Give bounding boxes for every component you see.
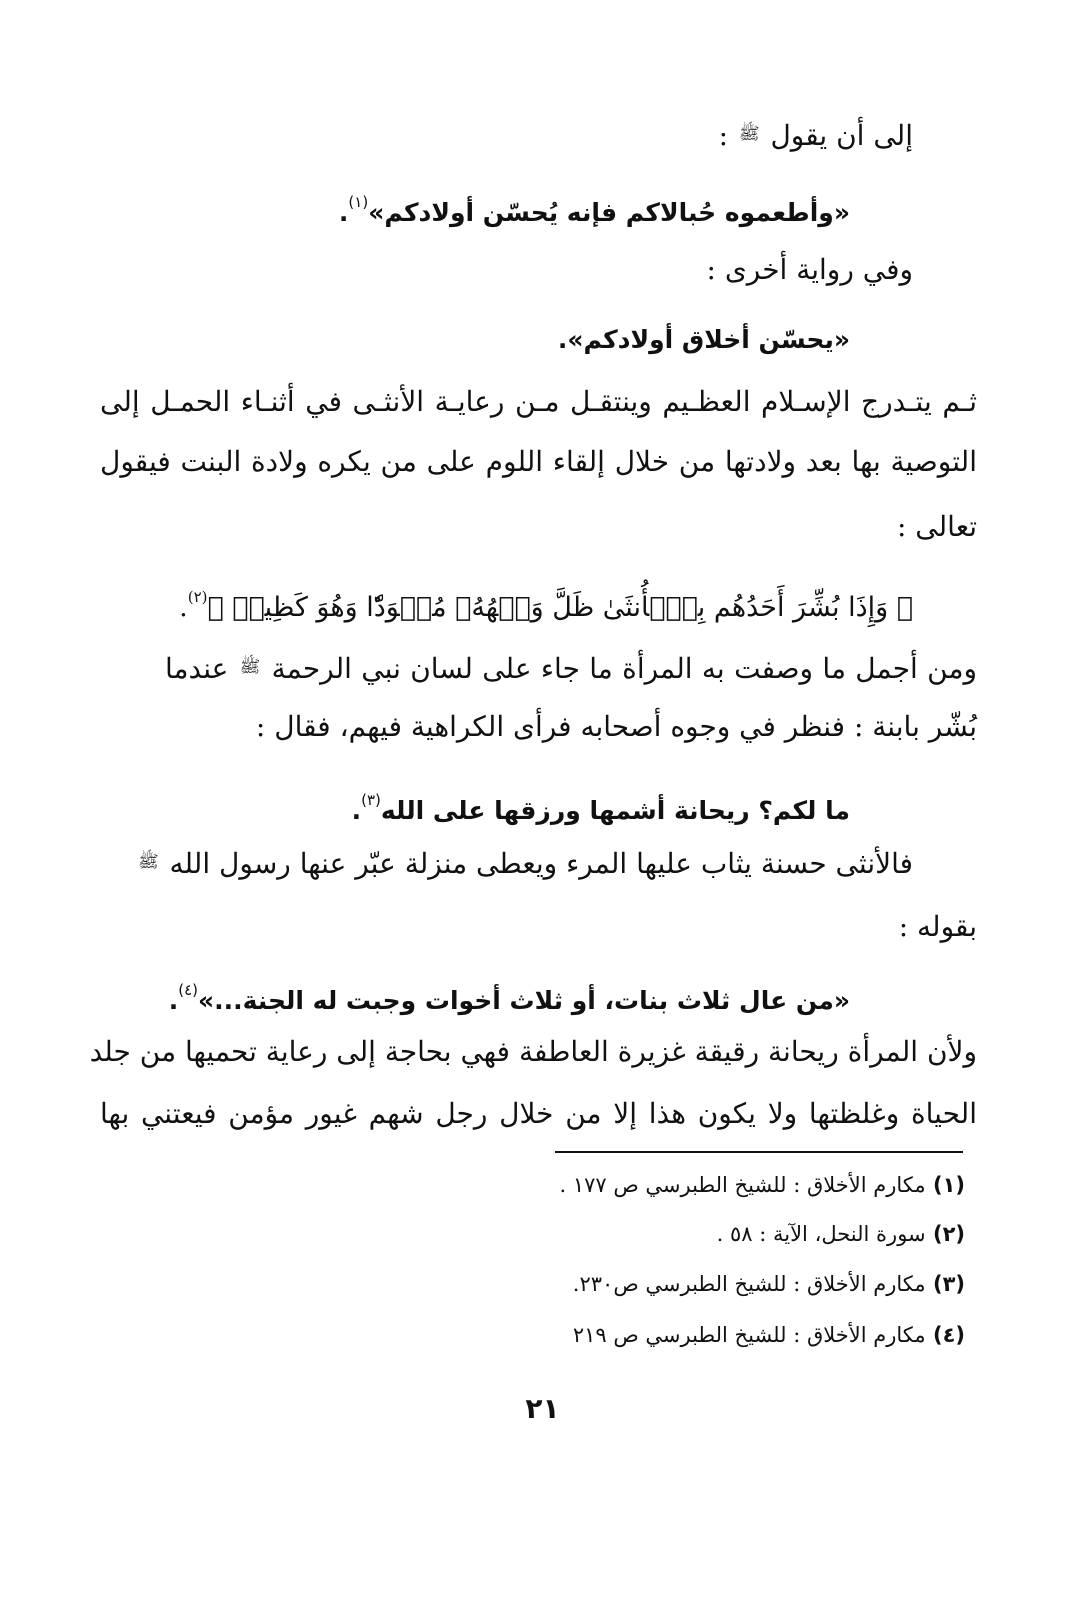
- quote-text: «من عال ثلاث بنات، أو ثلاث أخوات وجبت له الجنة...»: [197, 986, 850, 1015]
- line-text: وفي رواية أخرى :: [706, 253, 913, 286]
- honorific-symbol: ﷺ: [138, 852, 159, 872]
- line-text: ولأن المرأة ريحانة رقيقة غزيرة العاطفة فهي بحاجة إلى رعاية تحميها من جلد: [89, 1035, 977, 1068]
- footnote: [559, 1168, 965, 1202]
- hadith-quote: [352, 778, 850, 833]
- footnote-ref[interactable]: (٤): [178, 981, 198, 999]
- line-end: .: [168, 986, 179, 1015]
- line-text: ومن أجمل ما وصفت به المرأة ما جاء على لسان نبي الرحمة: [271, 652, 977, 685]
- quote-text: «يحسّن أخلاق أولادكم».: [557, 325, 850, 354]
- line-text: بُشّر بابنة : فنظر في وجوه أصحابه فرأى الكراهية فيهم، فقال :: [255, 710, 977, 743]
- hadith-quote: [558, 318, 850, 362]
- footnote-ref[interactable]: (٣): [361, 791, 381, 809]
- paragraph-line: [165, 645, 977, 691]
- footnote-ref[interactable]: (٢): [187, 588, 208, 606]
- footnote-separator: [555, 1151, 963, 1153]
- footnote: [573, 1318, 965, 1352]
- line-end: .: [179, 592, 188, 623]
- paragraph-line: [136, 840, 913, 886]
- footnote-text: سورة النحل، الآية : ٥٨ .: [716, 1222, 926, 1246]
- footnote-number: (٣): [932, 1272, 965, 1296]
- footnote-text: مكارم الأخلاق : للشيخ الطبرسي ص ١٧٧ .: [559, 1173, 926, 1197]
- footnote-number: (٢): [932, 1222, 965, 1246]
- line-text: ثـم يتـدرج الإسـلام العظـيم وينتقـل مـن رعايـة الأنثـى في أثنـاء الحمـل إلى: [100, 385, 977, 418]
- line-text: فالأنثى حسنة يثاب عليها المرء ويعطى منزلة عبّر عنها رسول الله: [169, 847, 913, 880]
- footnote-text: مكارم الأخلاق : للشيخ الطبرسي ص٢٣٠.: [572, 1272, 926, 1296]
- paragraph-line: [100, 440, 977, 484]
- honorific-symbol: ﷺ: [239, 657, 261, 677]
- footnote: [717, 1217, 965, 1251]
- footnote-text: مكارم الأخلاق : للشيخ الطبرسي ص ٢١٩: [572, 1323, 926, 1347]
- paragraph-line: [707, 248, 913, 292]
- footnote: [573, 1267, 965, 1301]
- page-number: ٢١: [525, 1392, 560, 1425]
- line-end: .: [338, 198, 349, 227]
- line-text: بقوله :: [898, 910, 977, 943]
- footnote-number: (٤): [932, 1323, 965, 1347]
- footnote-number: (١): [932, 1173, 965, 1197]
- line-text: الحياة وغلظتها ولا يكون هذا إلا من خلال رجل شهم غيور مؤمن فيعتني بها: [100, 1097, 977, 1130]
- quote-text: ما لكم؟ ريحانة أشمها ورزقها على الله: [380, 796, 850, 825]
- paragraph-line: [100, 380, 977, 424]
- honorific-symbol: ﷺ: [738, 124, 760, 144]
- line-end: عندما: [165, 652, 238, 685]
- paragraph-line: [100, 1092, 977, 1136]
- quran-verse: [179, 575, 913, 630]
- paragraph-line: [256, 705, 977, 749]
- paragraph-line: [89, 1030, 977, 1074]
- line-end: :: [718, 119, 737, 152]
- footnote-ref[interactable]: (١): [348, 193, 369, 211]
- line-text: إلى أن يقول: [770, 119, 913, 152]
- hadith-quote: [339, 180, 850, 235]
- line-text: تعالى :: [896, 510, 977, 543]
- line-end: .: [351, 796, 362, 825]
- paragraph-line: [719, 112, 913, 158]
- verse-text: ﴿ وَإِذَا بُشِّرَ أَحَدُهُم بِٱلۡأُنثَىٰ ظَلَّ وَجۡهُهُۥ مُسۡوَدّٗا وَهُوَ كَظِيمٞ ﴾: [207, 592, 913, 623]
- hadith-quote: [169, 968, 850, 1023]
- paragraph-line: [899, 905, 977, 949]
- line-text: التوصية بها بعد ولادتها من خلال إلقاء اللوم على من يكره ولادة البنت فيقول: [100, 445, 977, 478]
- quote-text: «وأطعموه حُبالاكم فإنه يُحسّن أولادكم»: [368, 198, 850, 227]
- paragraph-line: [897, 505, 977, 549]
